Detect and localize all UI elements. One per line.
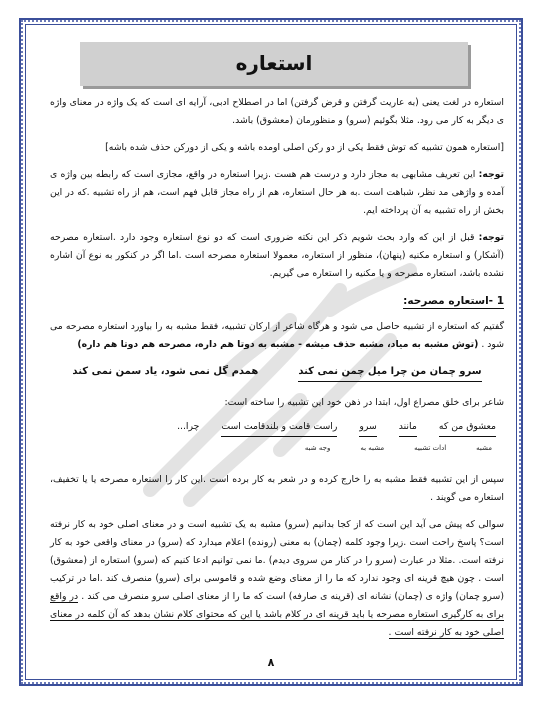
page-number: ۸ xyxy=(267,656,275,669)
analysis-part: چرا... xyxy=(177,421,200,432)
analysis-part: معشوق من که xyxy=(439,418,496,437)
note-text: قبل از این که وارد بحث شویم ذکر این نکته ضروری است که دو نوع استعاره وجود دارد .استعاره مصرحه (آشکار) و استعاره مکنیه (پنهان)، منظور از استعاره، معمولا استعاره مصرحه است .اما اگر در کنکور به نوع آن اشاره نشده باشد، استعاره مصرحه و یا مکنیه را استعاره می گیریم. xyxy=(50,232,504,279)
intro-paragraph: استعاره در لغت یعنی (به عاریت گرفتن و قرض گرفتن) اما در اصطلاح ادبی، آرایه ای است که یک واژه در معنای واژه ی دیگر به کار می رود. مثلا بگوئیم (سرو) و منظورمان (معشوق) باشد. xyxy=(50,97,504,126)
note-label: توجه: xyxy=(478,169,504,180)
simile-analysis xyxy=(50,418,504,437)
document-body xyxy=(50,94,504,651)
section-heading: 1 -استعاره مصرحه: xyxy=(403,295,504,307)
note-text: این تعریف مشابهی به مجاز دارد و درست هم هست .زیرا استعاره در واقع، مجازی است که رابطه بین واژه ی آمده و واژهی مد نظر، شباهت است .به هر حال استعاره، هم از راه مجاز قابل فهم است، هم از راه تشبیه .که در این بخش از راه تشبیه به آن پرداخته ایم. xyxy=(50,169,504,216)
note-paragraph-1 xyxy=(50,166,504,220)
poem-hemistich-2: همدم گل نمی شود، یاد سمن نمی کند xyxy=(72,366,259,377)
analysis-part: سرو xyxy=(359,418,376,437)
bold-remark: (توش مشبه به میاد، مشبه حذف میشه - مشبه به دوتا هم داره، مصرحه هم دوتا هم داره) xyxy=(77,339,479,350)
poem-intro: شاعر برای خلق مصراع اول، ابتدا در ذهن خود این تشبیه را ساخته است: xyxy=(224,397,504,408)
poem-hemistich-1: سرو چمان من چرا میل چمن نمی کند xyxy=(298,363,481,382)
page-title: استعاره xyxy=(235,51,313,75)
analysis-part: مانند xyxy=(399,418,417,437)
title-banner xyxy=(80,42,468,86)
explanation-paragraph: سپس از این تشبیه فقط مشبه به را خارج کرده و در شعر به کار برده است .این کار را استعاره مصرحه یا یا تخفیف، استعاره می گویند . xyxy=(50,474,504,503)
bracket-note: [استعاره همون تشبیه که توش فقط یکی از دو رکن اصلی اومده باشه و یکی از دورکن حذف شده باشه] xyxy=(105,142,504,153)
label-item: مشبه xyxy=(476,444,492,452)
question-paragraph: سوالی که پیش می آید این است که از کجا بدانیم (سرو) مشبه به یک تشبیه است و در معنای اصلی خود به کار نرفته است؟ پاسخ راحت است .زیرا وجود کلمه (چمان) به معنی (رونده) اعلام میدارد که (سرو) در معنای واقعی خود به کار نرفته است. .مثلا در عبارت (سرو را در کنار من سروی دیدم) .ما نمی توانیم ادعا کنیم که (سرو) استعاره از (معشوق) است . چون هیچ قرینه ای وجود ندارد که ما را از معنای وضع شده و قاموسی برای (سرو) منصرف کند .اما در ترکیب (سرو چمان) واژه ی (چمان) نشانه ای (قرینه ی صارفه) است که ما را از معنای اصلی سرو منصرف می کند . در واقع برای به کارگیری استعاره مصرحه یا باید قرینه ای در کلام باشد یا این که محتوای کلام نشان بدهد که آن کلمه در معنای اصلی خود به کار نرفته است . xyxy=(50,519,504,638)
label-item: مشبه به xyxy=(360,444,385,452)
analysis-part: راست قامت و بلندقامت است xyxy=(221,418,337,437)
section-paragraph: گفتیم که استعاره از تشبیه حاصل می شود و هرگاه شاعر از ارکان تشبیه، فقط مشبه به را بیاورد استعاره مصرحه می شود . (توش مشبه به میاد، مشبه حذف میشه - مشبه به دوتا هم داره، مصرحه هم دوتا هم داره) xyxy=(50,321,504,350)
label-item: وجه شبه xyxy=(304,444,331,452)
note-paragraph-2 xyxy=(50,229,504,283)
label-item: ادات تشبیه xyxy=(414,444,447,452)
note-label: توجه: xyxy=(478,232,504,243)
underlined-conclusion: در واقع برای به کارگیری استعاره مصرحه یا باید قرینه ای در کلام باشد یا این که محتوای کلام نشان بدهد که آن کلمه در معنای اصلی خود به کار نرفته است . xyxy=(50,591,504,638)
poem-verse xyxy=(50,363,504,382)
simile-labels xyxy=(50,439,504,457)
